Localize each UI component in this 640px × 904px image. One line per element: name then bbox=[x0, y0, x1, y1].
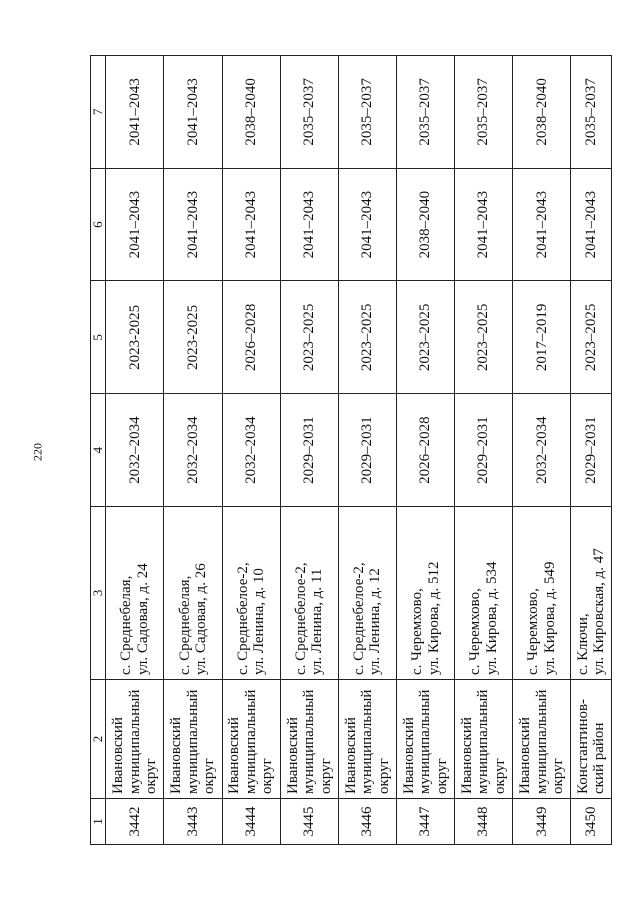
period-cell-col6: 2041–2043 bbox=[164, 168, 222, 281]
table-row bbox=[222, 56, 280, 845]
area-cell bbox=[513, 680, 571, 799]
period-cell-col4: 2029–2031 bbox=[338, 394, 396, 507]
row-number-cell: 3449 bbox=[513, 799, 571, 845]
area-line: Ивановский bbox=[400, 717, 417, 794]
area-line: округ bbox=[375, 758, 392, 794]
period-cell-col7: 2035–2037 bbox=[455, 56, 513, 169]
header-row bbox=[91, 56, 106, 845]
period-cell-col4: 2032–2034 bbox=[106, 394, 164, 507]
period-cell-col6: 2041–2043 bbox=[571, 168, 612, 281]
period-cell-col4: 2032–2034 bbox=[222, 394, 280, 507]
period-cell-col5: 2023-2025 bbox=[106, 281, 164, 394]
area-line: округ bbox=[201, 758, 218, 794]
table-row bbox=[571, 56, 612, 845]
period-cell-col7: 2038–2040 bbox=[222, 56, 280, 169]
address-cell bbox=[397, 507, 455, 680]
area-line: Ивановский bbox=[342, 717, 359, 794]
period-cell-col6: 2041–2043 bbox=[338, 168, 396, 281]
period-cell-col6: 2041–2043 bbox=[106, 168, 164, 281]
area-line: муниципальный bbox=[184, 689, 201, 794]
area-cell bbox=[280, 680, 338, 799]
address-line: с. Черемхово, bbox=[409, 588, 426, 675]
area-line: муниципальный bbox=[126, 689, 143, 794]
address-line: ул. Кировская, д. 47 bbox=[591, 548, 608, 675]
period-cell-col6: 2041–2043 bbox=[455, 168, 513, 281]
period-cell-col4: 2029–2031 bbox=[455, 394, 513, 507]
area-line: Ивановский bbox=[110, 717, 127, 794]
area-line: муниципальный bbox=[533, 689, 550, 794]
area-cell bbox=[338, 680, 396, 799]
period-cell-col7: 2035–2037 bbox=[280, 56, 338, 169]
address-cell bbox=[571, 507, 612, 680]
area-line: округ bbox=[550, 758, 567, 794]
table-row bbox=[338, 56, 396, 845]
column-header: 5 bbox=[91, 281, 106, 394]
address-line: с. Ключи, bbox=[574, 613, 591, 675]
period-cell-col5: 2023-2025 bbox=[164, 281, 222, 394]
rotated-table-container bbox=[90, 55, 612, 845]
address-line: с. Черемхово, bbox=[525, 588, 542, 675]
address-line: с. Среднебелое-2, bbox=[350, 562, 367, 675]
row-number-cell: 3450 bbox=[571, 799, 612, 845]
address-cell bbox=[280, 507, 338, 680]
period-cell-col5: 2017–2019 bbox=[513, 281, 571, 394]
row-number-cell: 3446 bbox=[338, 799, 396, 845]
row-number-cell: 3444 bbox=[222, 799, 280, 845]
address-line: ул. Ленина, д. 12 bbox=[367, 568, 384, 675]
area-line: округ bbox=[433, 758, 450, 794]
row-number-cell: 3447 bbox=[397, 799, 455, 845]
address-cell bbox=[106, 507, 164, 680]
period-cell-col7: 2041–2043 bbox=[106, 56, 164, 169]
table-row bbox=[280, 56, 338, 845]
address-line: с. Среднебелая, bbox=[118, 575, 135, 675]
table-row bbox=[455, 56, 513, 845]
column-header: 6 bbox=[91, 168, 106, 281]
table-row bbox=[397, 56, 455, 845]
table-row bbox=[106, 56, 164, 845]
schedule-table bbox=[90, 55, 612, 845]
area-line: Ивановский bbox=[517, 717, 534, 794]
area-line: Ивановский bbox=[168, 717, 185, 794]
period-cell-col6: 2041–2043 bbox=[513, 168, 571, 281]
address-line: с. Среднебелая, bbox=[176, 575, 193, 675]
area-cell bbox=[571, 680, 612, 799]
address-cell bbox=[513, 507, 571, 680]
period-cell-col6: 2038–2040 bbox=[397, 168, 455, 281]
row-number-cell: 3448 bbox=[455, 799, 513, 845]
area-line: Ивановский bbox=[284, 717, 301, 794]
address-cell bbox=[455, 507, 513, 680]
address-line: с. Черемхово, bbox=[467, 588, 484, 675]
period-cell-col7: 2035–2037 bbox=[571, 56, 612, 169]
area-cell bbox=[164, 680, 222, 799]
address-cell bbox=[338, 507, 396, 680]
area-cell bbox=[397, 680, 455, 799]
period-cell-col6: 2041–2043 bbox=[222, 168, 280, 281]
area-line: округ bbox=[317, 758, 334, 794]
period-cell-col7: 2041–2043 bbox=[164, 56, 222, 169]
period-cell-col4: 2026–2028 bbox=[397, 394, 455, 507]
period-cell-col5: 2023–2025 bbox=[455, 281, 513, 394]
row-number-cell: 3445 bbox=[280, 799, 338, 845]
area-cell bbox=[455, 680, 513, 799]
area-line: округ bbox=[491, 758, 508, 794]
area-line: Константинов- bbox=[574, 698, 591, 794]
area-line: ский район bbox=[591, 722, 608, 794]
period-cell-col7: 2038–2040 bbox=[513, 56, 571, 169]
period-cell-col4: 2029–2031 bbox=[571, 394, 612, 507]
address-line: ул. Ленина, д. 10 bbox=[251, 568, 268, 675]
area-line: муниципальный bbox=[359, 689, 376, 794]
area-line: округ bbox=[143, 758, 160, 794]
address-line: с. Среднебелое-2, bbox=[234, 562, 251, 675]
area-line: муниципальный bbox=[242, 689, 259, 794]
address-line: с. Среднебелое-2, bbox=[292, 562, 309, 675]
row-number-cell: 3442 bbox=[106, 799, 164, 845]
period-cell-col5: 2023–2025 bbox=[571, 281, 612, 394]
column-header: 1 bbox=[91, 799, 106, 845]
page-number: 220 bbox=[30, 443, 45, 461]
period-cell-col7: 2035–2037 bbox=[338, 56, 396, 169]
address-line: ул. Кирова, д. 512 bbox=[425, 561, 442, 675]
period-cell-col5: 2023–2025 bbox=[397, 281, 455, 394]
row-number-cell: 3443 bbox=[164, 799, 222, 845]
area-line: Ивановский bbox=[458, 717, 475, 794]
address-line: ул. Садовая, д. 26 bbox=[193, 563, 209, 675]
period-cell-col5: 2026–2028 bbox=[222, 281, 280, 394]
period-cell-col5: 2023–2025 bbox=[338, 281, 396, 394]
address-line: ул. Садовая, д. 24 bbox=[134, 563, 151, 675]
column-header: 4 bbox=[91, 394, 106, 507]
area-line: муниципальный bbox=[301, 689, 318, 794]
address-line: ул. Кирова, д. 549 bbox=[541, 561, 558, 675]
period-cell-col4: 2032–2034 bbox=[513, 394, 571, 507]
area-line: муниципальный bbox=[475, 689, 492, 794]
period-cell-col5: 2023–2025 bbox=[280, 281, 338, 394]
column-header: 7 bbox=[91, 56, 106, 169]
address-cell bbox=[164, 507, 222, 680]
area-line: округ bbox=[259, 758, 276, 794]
column-header: 3 bbox=[91, 507, 106, 680]
address-line: ул. Ленина, д. 11 bbox=[309, 568, 326, 675]
area-cell bbox=[106, 680, 164, 799]
period-cell-col4: 2032–2034 bbox=[164, 394, 222, 507]
period-cell-col4: 2029–2031 bbox=[280, 394, 338, 507]
table-row bbox=[164, 56, 222, 845]
column-header: 2 bbox=[91, 680, 106, 799]
period-cell-col6: 2041–2043 bbox=[280, 168, 338, 281]
address-cell bbox=[222, 507, 280, 680]
area-cell bbox=[222, 680, 280, 799]
address-line: ул. Кирова, д. 534 bbox=[483, 561, 500, 675]
area-line: Ивановский bbox=[226, 717, 243, 794]
table-row bbox=[513, 56, 571, 845]
period-cell-col7: 2035–2037 bbox=[397, 56, 455, 169]
area-line: муниципальный bbox=[417, 689, 434, 794]
